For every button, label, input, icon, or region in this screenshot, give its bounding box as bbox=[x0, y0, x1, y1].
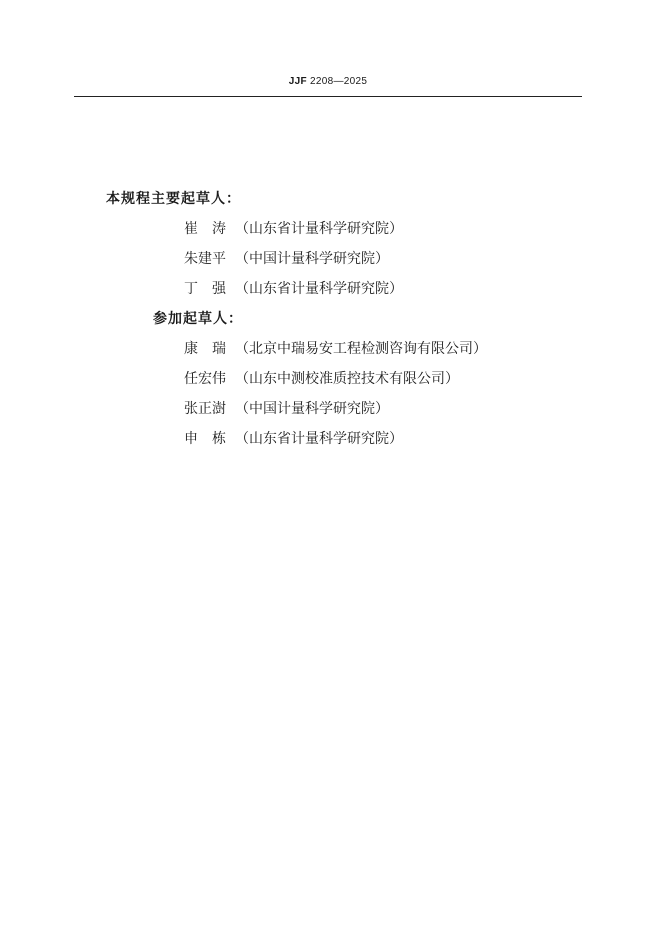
drafter-name: 崔 涛 bbox=[184, 221, 226, 237]
participant-name: 任宏伟 bbox=[184, 371, 226, 387]
drafter-org: （山东省计量科学研究院） bbox=[235, 221, 403, 237]
participant-row bbox=[184, 428, 403, 448]
drafter-name: 丁 强 bbox=[184, 281, 226, 297]
participant-org: （山东省计量科学研究院） bbox=[235, 431, 403, 447]
participant-row bbox=[184, 338, 487, 358]
drafter-org: （山东省计量科学研究院） bbox=[235, 281, 403, 297]
participant-org: （中国计量科学研究院） bbox=[235, 401, 389, 417]
participant-row bbox=[184, 368, 459, 388]
standard-prefix: JJF bbox=[288, 76, 307, 87]
standard-number: 2208—2025 bbox=[310, 76, 368, 87]
participant-name: 张正澍 bbox=[184, 401, 226, 417]
participant-name: 康 瑞 bbox=[184, 341, 226, 357]
participant-row bbox=[184, 398, 389, 418]
main-drafter-row bbox=[184, 218, 403, 238]
participant-org: （山东中测校准质控技术有限公司） bbox=[235, 371, 459, 387]
drafter-org: （中国计量科学研究院） bbox=[235, 251, 389, 267]
header-rule bbox=[74, 96, 582, 97]
page-header bbox=[74, 76, 582, 87]
participant-name: 申 栋 bbox=[184, 431, 226, 447]
main-drafter-row bbox=[184, 248, 389, 268]
main-drafter-row bbox=[184, 278, 403, 298]
participant-org: （北京中瑞易安工程检测咨询有限公司） bbox=[235, 341, 487, 357]
drafter-name: 朱建平 bbox=[184, 251, 226, 267]
main-drafters-title: 本规程主要起草人： bbox=[106, 191, 241, 207]
participants-title: 参加起草人： bbox=[153, 311, 243, 327]
